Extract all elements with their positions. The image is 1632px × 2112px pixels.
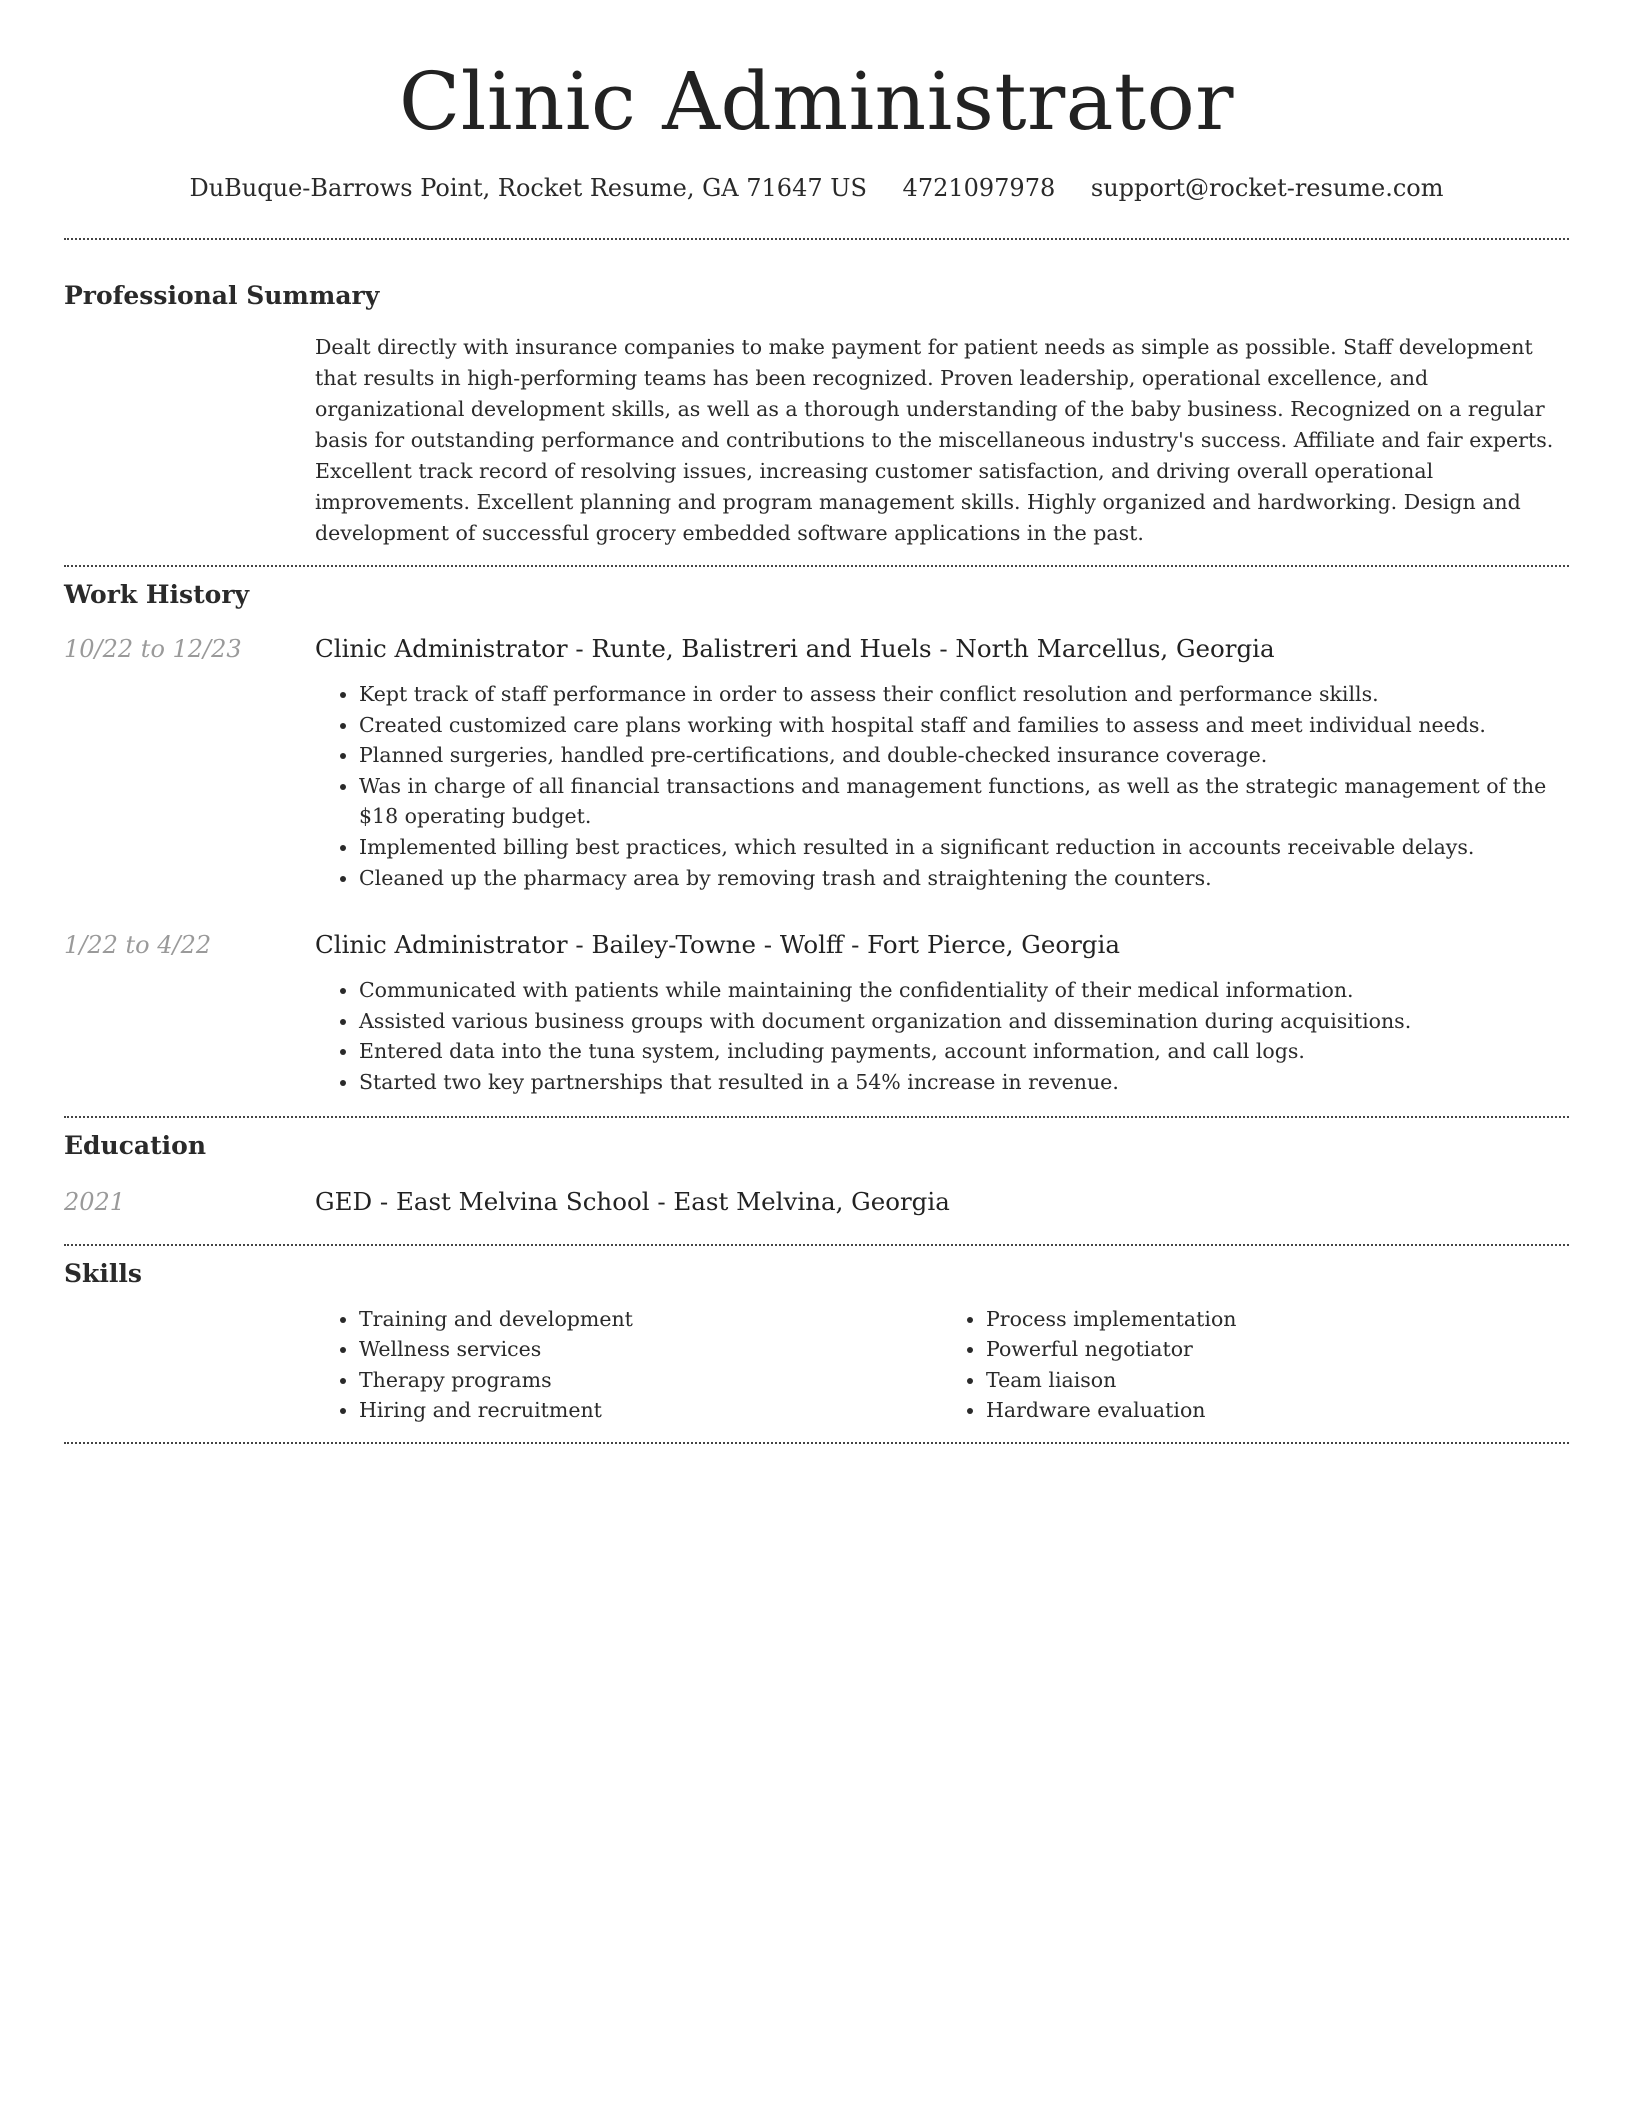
skills-divider: [64, 1442, 1569, 1444]
job-bullet: • Kept track of staff performance in order to assess their conflict resolution and performance skills.: [359, 679, 1569, 710]
resume-page: [64, 0, 1569, 1444]
header-divider: [64, 238, 1569, 240]
job-entry: [64, 633, 1569, 893]
job-body: [315, 633, 1569, 893]
summary-heading: Professional Summary: [64, 281, 380, 310]
job-entry: [64, 929, 1569, 1097]
job-bullet: • Assisted various business groups with document organization and dissemination during acquisitions.: [359, 1006, 1569, 1037]
job-bullet: • Cleaned up the pharmacy area by removing trash and straightening the counters.: [359, 863, 1569, 894]
skills-section: [64, 1258, 1569, 1442]
education-year: 2021: [64, 1187, 126, 1216]
job-dates: 10/22 to 12/23: [64, 635, 242, 663]
skill-item: • Training and development: [359, 1304, 942, 1335]
summary-section: [64, 280, 1569, 565]
skill-item: • Hiring and recruitment: [359, 1395, 942, 1426]
job-title: Clinic Administrator - Runte, Balistreri and Huels - North Marcellus, Georgia: [315, 634, 1275, 663]
skill-item: • Hardware evaluation: [986, 1395, 1569, 1426]
work-history-heading: Work History: [64, 580, 250, 609]
job-bullet: • Implemented billing best practices, which resulted in a significant reduction in accounts receivable delays.: [359, 832, 1569, 863]
skills-heading: Skills: [64, 1258, 142, 1288]
contact-email: support@rocket-resume.com: [1090, 174, 1444, 202]
job-bullet: • Planned surgeries, handled pre-certifications, and double-checked insurance coverage.: [359, 740, 1569, 771]
job-bullet: • Created customized care plans working with hospital staff and families to assess and meet individual needs.: [359, 710, 1569, 741]
skills-grid: [315, 1304, 1569, 1426]
skill-item: • Therapy programs: [359, 1365, 942, 1396]
job-bullet: • Entered data into the tuna system, including payments, account information, and call logs.: [359, 1036, 1569, 1067]
job-dates: 1/22 to 4/22: [64, 931, 212, 960]
skill-item: • Wellness services: [359, 1334, 942, 1365]
skill-item: • Team liaison: [986, 1365, 1569, 1396]
job-body: [315, 929, 1569, 1097]
summary-divider: [64, 565, 1569, 567]
work-history-section: [64, 579, 1569, 1116]
skill-item: • Process implementation: [986, 1304, 1569, 1335]
education-section: [64, 1130, 1569, 1244]
contact-line: [64, 172, 1569, 204]
education-divider: [64, 1244, 1569, 1246]
skills-column-right: [942, 1304, 1569, 1426]
job-bullet: • Communicated with patients while maintaining the confidentiality of their medical information.: [359, 975, 1569, 1006]
resume-name-heading: Clinic Administrator: [399, 55, 1234, 148]
contact-address: DuBuque-Barrows Point, Rocket Resume, GA 71647 US: [189, 174, 867, 202]
contact-phone: 4721097978: [902, 174, 1056, 202]
job-title: Clinic Administrator - Bailey-Towne - Wolff - Fort Pierce, Georgia: [315, 930, 1120, 960]
education-heading: Education: [64, 1130, 207, 1160]
skill-item: • Powerful negotiator: [986, 1334, 1569, 1365]
work-divider: [64, 1116, 1569, 1118]
skills-column-left: [315, 1304, 942, 1426]
job-bullet: • Started two key partnerships that resulted in a 54% increase in revenue.: [359, 1067, 1569, 1098]
summary-text: Dealt directly with insurance companies to make payment for patient needs as simple as possible. Staff development that results in high-performing teams has been recognized. Proven leadership, operational excellence, and organizational development skills, as well as a thorough understanding of the baby business. Recognized on a regular basis for outstanding performance and contributions to the miscellaneous industry's success. Affiliate and fair experts. Excellent track record of resolving issues, increasing customer satisfaction, and driving overall operational improvements. Excellent planning and program management skills. Highly organized and hardworking. Design and development of successful grocery embedded software applications in the past.: [315, 335, 1554, 545]
job-bullet: • Was in charge of all financial transactions and management functions, as well as the strategic management of the $18 operating budget.: [359, 771, 1569, 832]
job-bullets: [315, 975, 1569, 1097]
job-bullets: [315, 679, 1569, 893]
education-degree: GED - East Melvina School - East Melvina, Georgia: [315, 1186, 950, 1216]
education-entry: [64, 1186, 1569, 1218]
